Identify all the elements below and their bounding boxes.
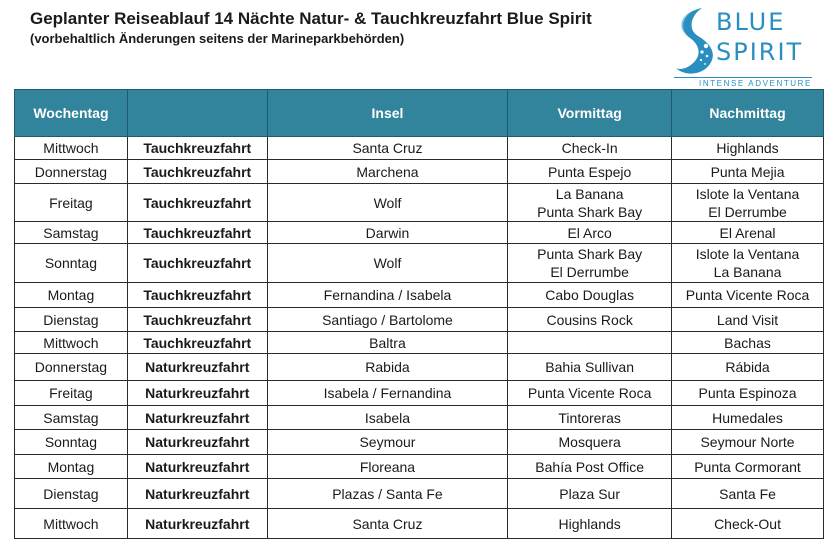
morning-activity: Punta Shark Bay bbox=[537, 246, 643, 262]
cell-island: Darwin bbox=[267, 222, 508, 244]
afternoon-activity: El Arenal bbox=[719, 224, 776, 241]
cell-cruise-type: Tauchkreuzfahrt bbox=[127, 244, 267, 283]
cell-cruise-type: Naturkreuzfahrt bbox=[127, 406, 267, 430]
table-row bbox=[15, 137, 824, 160]
morning-activity: Mosquera bbox=[558, 434, 621, 450]
cell-island: Santa Cruz bbox=[267, 509, 508, 539]
cell-island: Wolf bbox=[267, 184, 508, 222]
itinerary-table bbox=[14, 89, 824, 539]
cell-cruise-type: Naturkreuzfahrt bbox=[127, 509, 267, 539]
cell-weekday: Samstag bbox=[15, 406, 128, 430]
table-row bbox=[15, 283, 824, 308]
morning-activity: Highlands bbox=[558, 515, 621, 532]
header-morning: Vormittag bbox=[508, 90, 672, 137]
cell-cruise-type: Tauchkreuzfahrt bbox=[127, 160, 267, 184]
table-row bbox=[15, 332, 824, 354]
cell-cruise-type: Tauchkreuzfahrt bbox=[127, 308, 267, 332]
cell-afternoon bbox=[672, 222, 824, 244]
cell-island: Seymour bbox=[267, 430, 508, 455]
cell-cruise-type: Naturkreuzfahrt bbox=[127, 455, 267, 479]
cell-morning bbox=[508, 430, 672, 455]
cell-island: Baltra bbox=[267, 332, 508, 354]
cell-morning bbox=[508, 244, 672, 283]
cell-afternoon bbox=[672, 283, 824, 308]
cell-island: Plazas / Santa Fe bbox=[267, 479, 508, 509]
afternoon-activity: El Derrumbe bbox=[708, 203, 787, 220]
cell-weekday: Dienstag bbox=[15, 308, 128, 332]
cell-weekday: Mittwoch bbox=[15, 137, 128, 160]
table-row bbox=[15, 184, 824, 222]
afternoon-activity: Santa Fe bbox=[719, 485, 776, 502]
table-row bbox=[15, 509, 824, 539]
header-weekday: Wochentag bbox=[15, 90, 128, 137]
cell-afternoon bbox=[672, 184, 824, 222]
morning-activity: Plaza Sur bbox=[559, 485, 620, 502]
blue-spirit-logo bbox=[672, 6, 822, 90]
table-row bbox=[15, 430, 824, 455]
cell-island: Marchena bbox=[267, 160, 508, 184]
cell-morning bbox=[508, 455, 672, 479]
cell-weekday: Sonntag bbox=[15, 430, 128, 455]
header-type bbox=[127, 90, 267, 137]
cell-cruise-type: Tauchkreuzfahrt bbox=[127, 222, 267, 244]
cell-afternoon bbox=[672, 430, 824, 455]
cell-morning bbox=[508, 222, 672, 244]
cell-island: Isabela / Fernandina bbox=[267, 381, 508, 406]
cell-morning bbox=[508, 184, 672, 222]
afternoon-activity: Punta Espinoza bbox=[698, 385, 797, 401]
cell-weekday: Samstag bbox=[15, 222, 128, 244]
cell-afternoon bbox=[672, 308, 824, 332]
cell-morning bbox=[508, 509, 672, 539]
cell-cruise-type: Tauchkreuzfahrt bbox=[127, 283, 267, 308]
wave-logo-icon bbox=[672, 6, 718, 78]
cell-morning bbox=[508, 354, 672, 381]
table-body bbox=[15, 137, 824, 539]
logo-text-spirit: SPIRIT bbox=[716, 38, 804, 66]
cell-cruise-type: Naturkreuzfahrt bbox=[127, 479, 267, 509]
table-row bbox=[15, 160, 824, 184]
table-row bbox=[15, 455, 824, 479]
afternoon-activity: Highlands bbox=[716, 140, 779, 156]
cell-afternoon bbox=[672, 455, 824, 479]
cell-morning bbox=[508, 332, 672, 354]
table-header-row bbox=[15, 90, 824, 137]
cell-morning bbox=[508, 381, 672, 406]
header-afternoon: Nachmittag bbox=[672, 90, 824, 137]
cell-afternoon bbox=[672, 381, 824, 406]
afternoon-activity: Land Visit bbox=[716, 311, 779, 328]
cell-weekday: Mittwoch bbox=[15, 332, 128, 354]
cell-weekday: Freitag bbox=[15, 381, 128, 406]
morning-activity: El Derrumbe bbox=[550, 264, 629, 280]
cell-afternoon bbox=[672, 354, 824, 381]
cell-afternoon bbox=[672, 332, 824, 354]
cell-cruise-type: Tauchkreuzfahrt bbox=[127, 184, 267, 222]
morning-activity: Punta Espejo bbox=[548, 163, 632, 180]
page-subtitle: (vorbehaltlich Änderungen seitens der Marineparkbehörden) bbox=[30, 31, 405, 46]
cell-cruise-type: Tauchkreuzfahrt bbox=[127, 137, 267, 160]
cell-weekday: Donnerstag bbox=[15, 160, 128, 184]
cell-morning bbox=[508, 479, 672, 509]
table-row bbox=[15, 308, 824, 332]
cell-cruise-type: Tauchkreuzfahrt bbox=[127, 332, 267, 354]
morning-activity: Cousins Rock bbox=[546, 311, 633, 328]
cell-island: Isabela bbox=[267, 406, 508, 430]
cell-afternoon bbox=[672, 509, 824, 539]
table-row bbox=[15, 479, 824, 509]
table-row bbox=[15, 354, 824, 381]
cell-morning bbox=[508, 137, 672, 160]
afternoon-activity: Rábida bbox=[725, 359, 770, 375]
table-row bbox=[15, 406, 824, 430]
cell-weekday: Sonntag bbox=[15, 244, 128, 283]
cell-morning bbox=[508, 308, 672, 332]
cell-afternoon bbox=[672, 244, 824, 283]
afternoon-activity: Humedales bbox=[712, 409, 783, 426]
afternoon-activity: Punta Cormorant bbox=[694, 458, 801, 475]
cell-island: Fernandina / Isabela bbox=[267, 283, 508, 308]
cell-cruise-type: Naturkreuzfahrt bbox=[127, 430, 267, 455]
afternoon-activity: Bachas bbox=[724, 334, 771, 351]
cell-island: Floreana bbox=[267, 455, 508, 479]
morning-activity: Tintoreras bbox=[558, 409, 621, 426]
cell-afternoon bbox=[672, 160, 824, 184]
cell-island: Wolf bbox=[267, 244, 508, 283]
table-row bbox=[15, 222, 824, 244]
cell-island: Santiago / Bartolome bbox=[267, 308, 508, 332]
cell-cruise-type: Naturkreuzfahrt bbox=[127, 381, 267, 406]
cell-morning bbox=[508, 160, 672, 184]
cell-morning bbox=[508, 406, 672, 430]
afternoon-activity: Punta Mejia bbox=[710, 163, 785, 180]
table-row bbox=[15, 381, 824, 406]
table-row bbox=[15, 244, 824, 283]
morning-activity: El Arco bbox=[567, 224, 612, 241]
logo-text-blue: BLUE bbox=[716, 8, 786, 36]
cell-cruise-type: Naturkreuzfahrt bbox=[127, 354, 267, 381]
morning-activity: La Banana bbox=[555, 185, 624, 202]
cell-afternoon bbox=[672, 406, 824, 430]
cell-island: Rabida bbox=[267, 354, 508, 381]
cell-afternoon bbox=[672, 479, 824, 509]
morning-activity: Cabo Douglas bbox=[545, 287, 635, 303]
afternoon-activity: Islote la Ventana bbox=[695, 185, 800, 202]
cell-weekday: Donnerstag bbox=[15, 354, 128, 381]
afternoon-activity: Punta Vicente Roca bbox=[685, 287, 810, 303]
morning-activity: Bahia Sullivan bbox=[545, 359, 635, 375]
afternoon-activity: Seymour Norte bbox=[700, 434, 795, 450]
cell-weekday: Montag bbox=[15, 455, 128, 479]
cell-morning bbox=[508, 283, 672, 308]
morning-activity: Punta Vicente Roca bbox=[527, 385, 652, 401]
afternoon-activity: La Banana bbox=[713, 264, 782, 280]
cell-weekday: Montag bbox=[15, 283, 128, 308]
afternoon-activity: Check-Out bbox=[714, 515, 781, 532]
page-title: Geplanter Reiseablauf 14 Nächte Natur- & Tauchkreuzfahrt Blue Spirit bbox=[30, 9, 592, 28]
cell-weekday: Freitag bbox=[15, 184, 128, 222]
logo-tagline: INTENSE ADVENTURE bbox=[674, 77, 812, 88]
morning-activity: Bahía Post Office bbox=[535, 458, 644, 475]
cell-weekday: Dienstag bbox=[15, 479, 128, 509]
cell-island: Santa Cruz bbox=[267, 137, 508, 160]
morning-activity: Punta Shark Bay bbox=[537, 203, 643, 220]
cell-afternoon bbox=[672, 137, 824, 160]
afternoon-activity: Islote la Ventana bbox=[695, 246, 800, 262]
morning-activity: Check-In bbox=[561, 140, 618, 156]
cell-weekday: Mittwoch bbox=[15, 509, 128, 539]
header-island: Insel bbox=[267, 90, 508, 137]
